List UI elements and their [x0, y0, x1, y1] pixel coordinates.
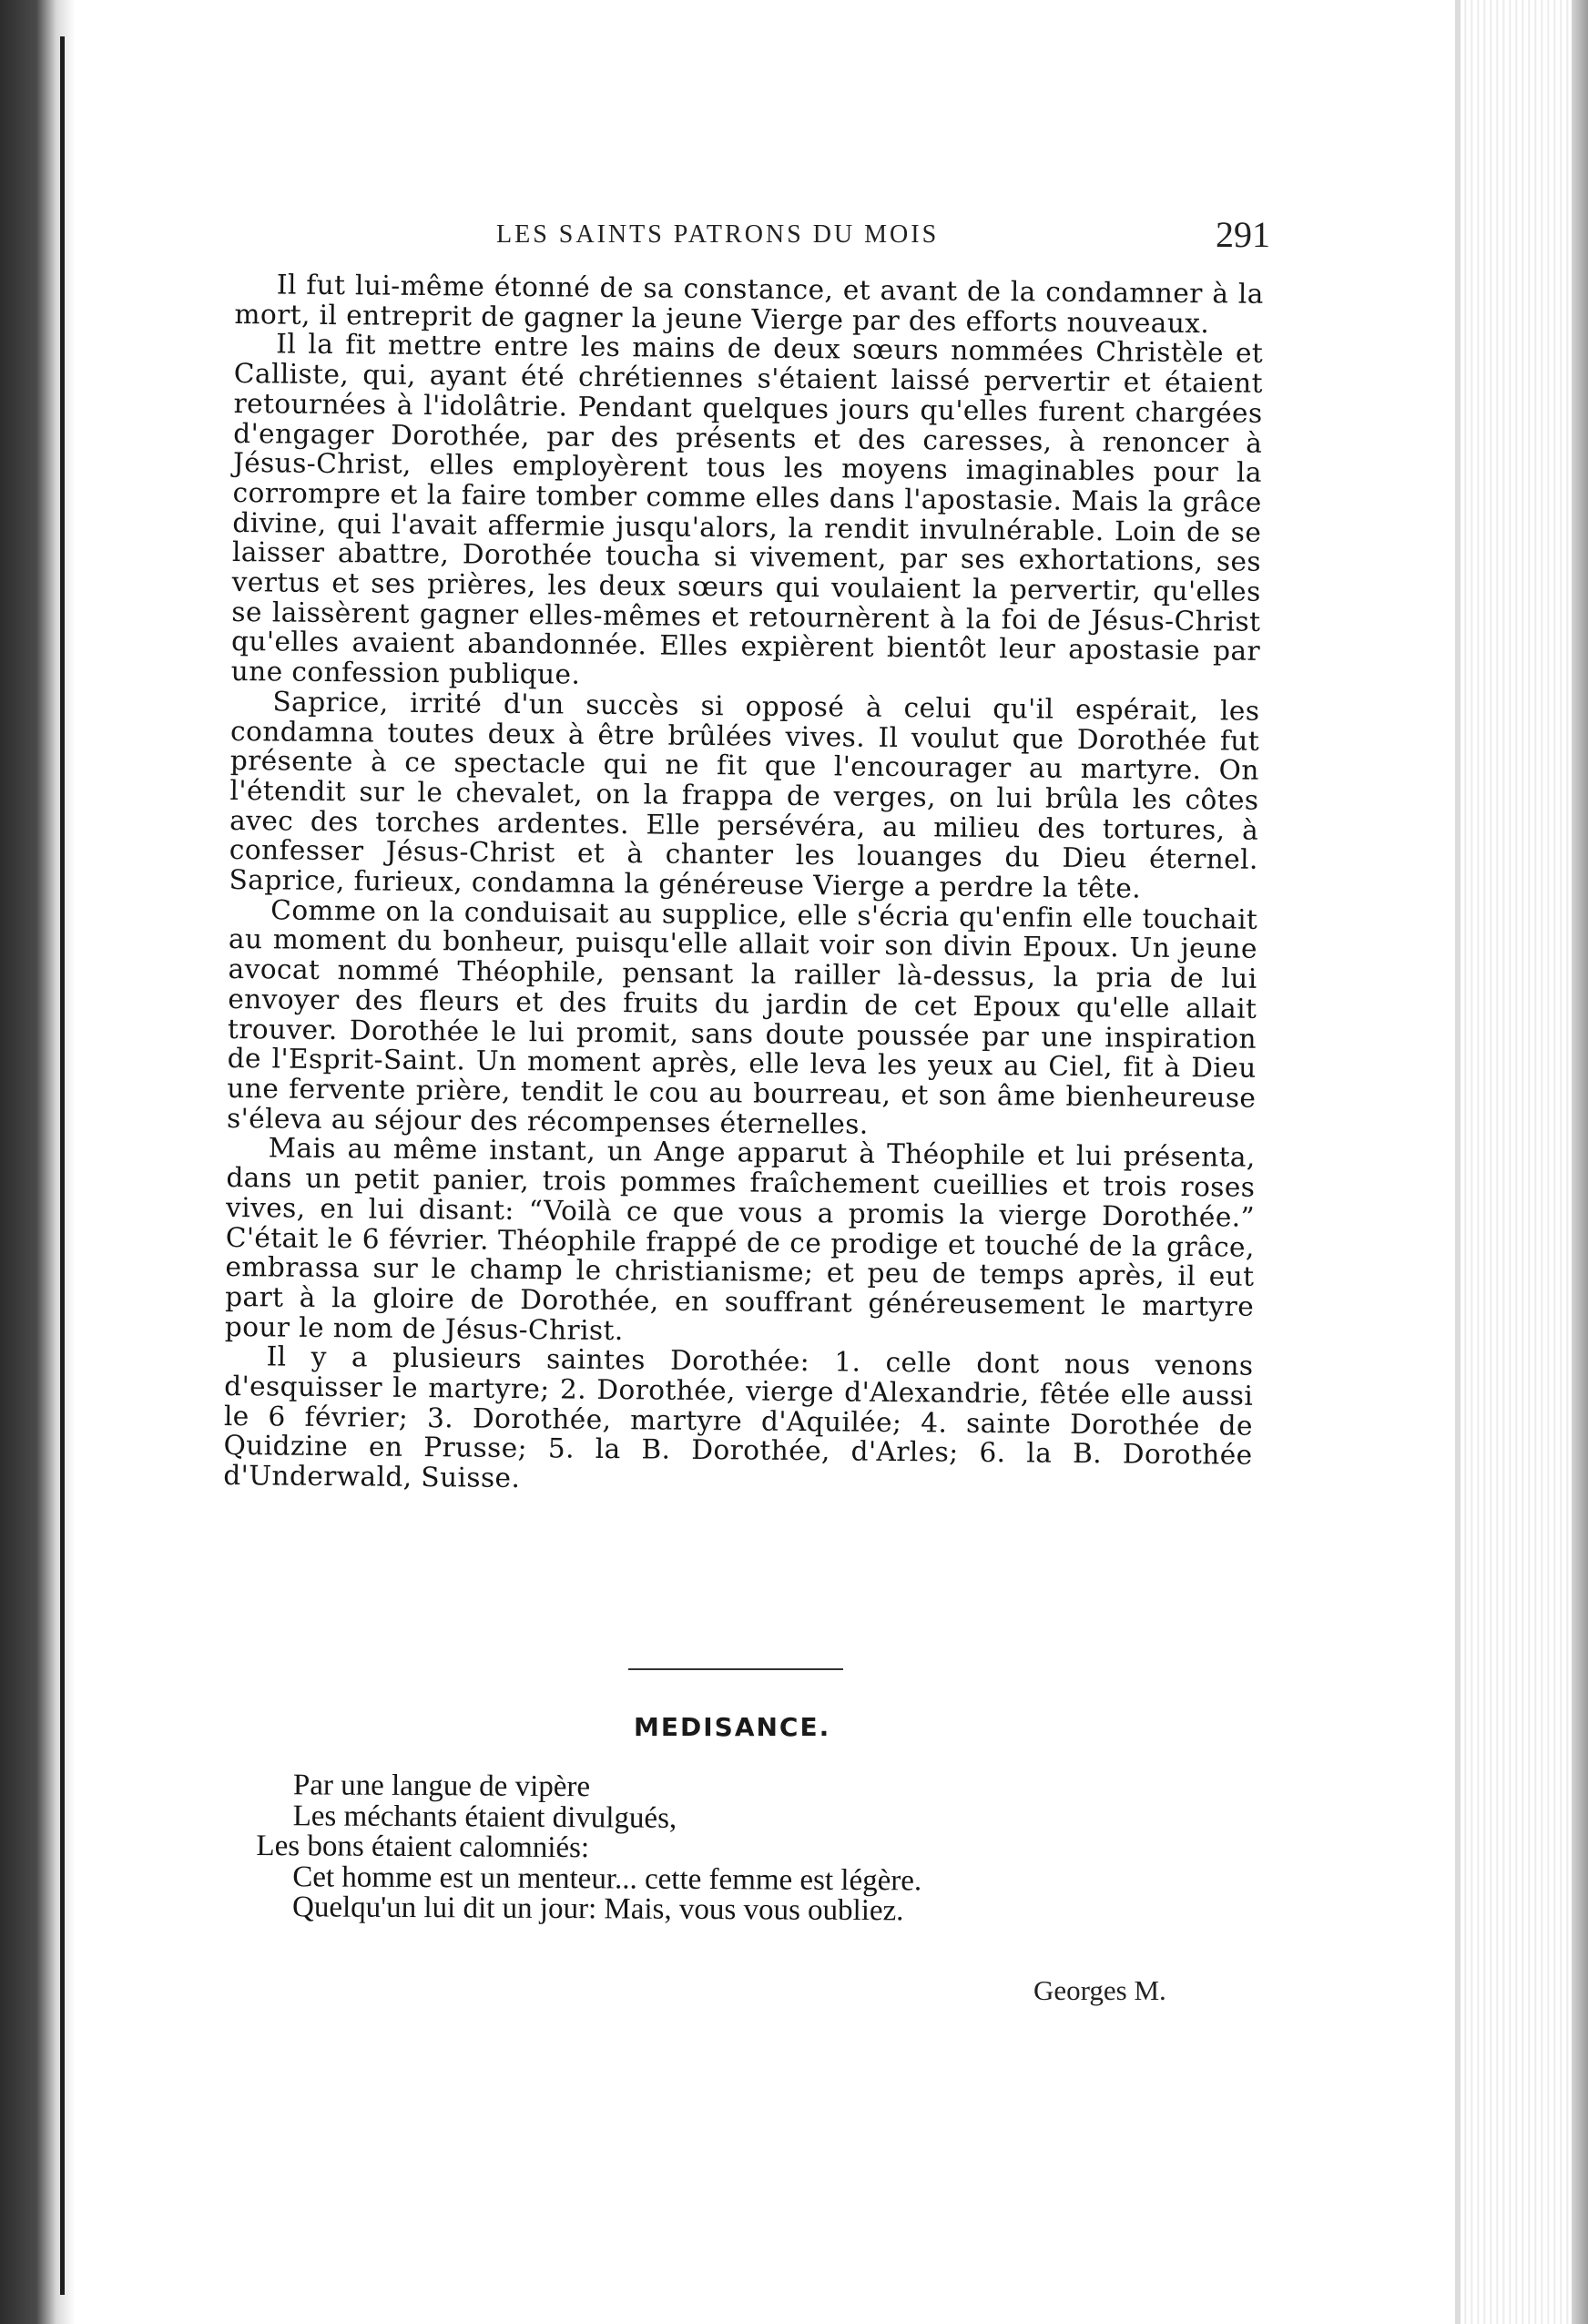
paragraph: Il y a plusieurs saintes Dorothée: 1. celle dont nous venons d'esquisser le martyre; 2. Dorothée, vierge d'Alexandrie, fêtée elle aussi le 6 février; 3. Dorothée, martyre d'Aquilée; 4. sainte Dorothée de Quidzine en Prusse; 5. la B. Dorothée, d'Arles; 6. la B. Dorothée d'Underwald, Suisse.	[223, 1340, 1254, 1494]
poem-title: MEDISANCE.	[634, 1712, 831, 1742]
paragraph: Il fut lui-même étonné de sa constance, et avant de la condamner à la mort, il entreprit de gagner la jeune Vierge par des efforts nouveaux.	[234, 269, 1264, 339]
poem-line: Les méchants étaient divulgués,	[292, 1799, 677, 1835]
poem-line: Les bons étaient calomniés:	[256, 1829, 590, 1865]
poem-line: Cet homme est un menteur... cette femme est légère.	[292, 1860, 922, 1897]
poem-line: Par une langue de vipère	[292, 1768, 591, 1804]
page-edges	[1455, 0, 1588, 2324]
poem	[256, 1770, 1167, 1929]
running-title: LES SAINTS PATRONS DU MOIS	[496, 220, 940, 249]
book-gutter	[0, 0, 75, 2324]
section-divider	[628, 1668, 843, 1670]
paragraph: Mais au même instant, un Ange apparut à Théophile et lui présenta, dans un petit panier, trois pommes fraîchement cueillies et trois roses vives, en lui disant: “Voilà ce que vous a promis la vierge Dorothée.” C'était le 6 février. Théophile frappé de ce prodige et touché de la grâce, embrassa sur le champ le christianisme; et peu de temps après, il eut part à la gloire de Dorothée, en souffrant généreusement le martyre pour le nom de Jésus-Christ.	[224, 1132, 1256, 1346]
page-number: 291	[1216, 214, 1270, 255]
paragraph: Il la fit mettre entre les mains de deux sœurs nommées Christèle et Calliste, qui, ayant été chrétiennes s'étaient laissé pervertir et étaient retournées à l'idolâtrie. Pendant quelques jours qu'elles furent chargées d'engager Dorothée, par des présents et des caresses, à renoncer à Jésus-Christ, elles employèrent tous les moyens imaginables pour la corrompre et la faire tomber comme elles dans l'apostasie. Mais la grâce divine, qui l'avait affermie jusqu'alors, la rendit invulnérable. Loin de se laisser abattre, Dorothée toucha si vivement, par ses exhortations, ses vertus et ses prières, les deux sœurs qui voulaient la pervertir, qu'elles se laissèrent gagner elles-mêmes et retournèrent à la foi de Jésus-Christ qu'elles avaient abandonnée. Elles expièrent bientôt leur apostasie par une confession publique.	[230, 328, 1264, 690]
poem-signature: Georges M.	[1033, 1974, 1166, 2006]
article-body	[223, 270, 1264, 1501]
paragraph: Comme on la conduisait au supplice, elle s'écria qu'enfin elle touchait au moment du bonheur, puisqu'elle allait voir son divin Epoux. Un jeune avocat nommé Théophile, pensant la railler là-dessus, la pria de lui envoyer des fleurs et des fruits du jardin de cet Epoux qu'elle allait trouver. Dorothée le lui promit, sans doute poussée par une inspiration de l'Esprit-Saint. Un moment après, elle leva les yeux au Ciel, fit à Dieu une fervente prière, tendit le cou au bourreau, et son âme bienheureuse s'éleva au séjour des récompenses éternelles.	[226, 894, 1258, 1140]
gutter-shadow-line	[60, 36, 65, 2295]
poem-line: Quelqu'un lui dit un jour: Mais, vous vous oubliez.	[291, 1891, 904, 1928]
paragraph: Saprice, irrité d'un succès si opposé à celui qu'il espérait, les condamna toutes deux à être brûlées vives. Il voulut que Dorothée fut présente à ce spectacle qui ne fit que l'encourager au martyre. On l'étendit sur le chevalet, on la frappa de verges, on lui brûla les côtes avec des torches ardentes. Elle persévéra, au milieu des tortures, à confesser Jésus-Christ et à chanter les louanges du Dieu éternel. Saprice, furieux, condamna la généreuse Vierge a perdre la tête.	[229, 686, 1260, 904]
page-header	[237, 213, 1270, 268]
